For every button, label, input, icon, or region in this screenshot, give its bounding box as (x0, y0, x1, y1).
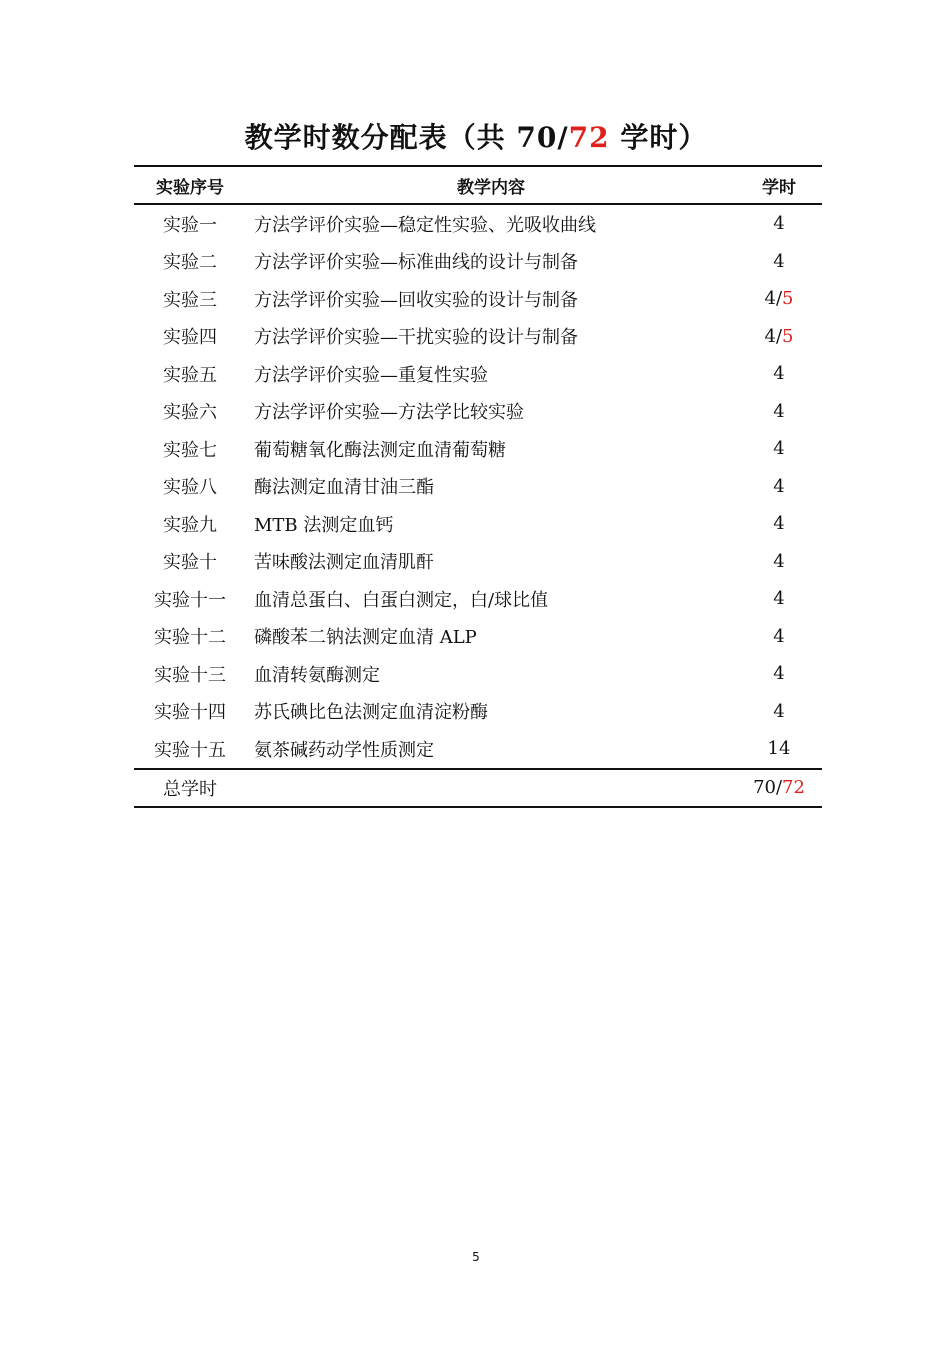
header-experiment-id: 实验序号 (134, 166, 246, 204)
hours-base: 4/ (764, 325, 783, 347)
experiment-content: 葡萄糖氧化酶法测定血清葡萄糖 (254, 439, 506, 461)
hours-base: 4 (773, 625, 785, 647)
experiment-hours (736, 243, 822, 281)
table-row (134, 618, 822, 656)
experiment-content: 方法学评价实验—方法学比较实验 (254, 402, 524, 424)
table-row (134, 543, 822, 581)
table-footer-row (134, 769, 822, 807)
experiment-content: 方法学评价实验—干扰实验的设计与制备 (254, 327, 578, 349)
table-row (134, 430, 822, 468)
experiment-hours (736, 618, 822, 656)
table-header-row (134, 166, 822, 204)
table-row (134, 318, 822, 356)
experiment-hours (736, 355, 822, 393)
experiment-id: 实验一 (163, 214, 217, 236)
title-suffix: 学时） (609, 121, 708, 154)
hours-base: 4 (773, 513, 785, 535)
experiment-id: 实验三 (163, 289, 217, 311)
table-row (134, 730, 822, 769)
experiment-hours (736, 730, 822, 769)
experiment-hours (736, 693, 822, 731)
header-content: 教学内容 (246, 166, 736, 204)
hours-base: 4 (773, 663, 785, 685)
experiment-content: 方法学评价实验—标准曲线的设计与制备 (254, 252, 578, 274)
table-row (134, 280, 822, 318)
experiment-id: 实验九 (163, 514, 217, 536)
table-row (134, 693, 822, 731)
experiment-id: 实验六 (163, 402, 217, 424)
title-highlight: 72 (568, 121, 610, 154)
hours-base: 4 (773, 213, 785, 235)
total-hours-base: 70/ (753, 777, 783, 798)
experiment-hours (736, 543, 822, 581)
hours-base: 4 (773, 438, 785, 460)
title-prefix: 教学时数分配表（共 70/ (244, 121, 569, 154)
total-content (246, 769, 736, 807)
hours-base: 4 (773, 550, 785, 572)
hours-base: 4 (773, 363, 785, 385)
experiment-content: 血清总蛋白、白蛋白测定，白/球比值 (254, 589, 549, 611)
table-row (134, 243, 822, 281)
table-row (134, 393, 822, 431)
experiment-content: 酶法测定血清甘油三酯 (254, 477, 434, 499)
table-row (134, 580, 822, 618)
table-row (134, 655, 822, 693)
experiment-content: 氨茶碱药动学性质测定 (254, 739, 434, 761)
table-row (134, 204, 822, 243)
experiment-id: 实验十二 (154, 627, 226, 649)
experiment-content: MTB 法测定血钙 (254, 514, 394, 536)
total-hours-extra: 72 (782, 777, 805, 798)
hours-base: 4 (773, 400, 785, 422)
experiment-hours (736, 280, 822, 318)
header-hours: 学时 (736, 166, 822, 204)
experiment-id: 实验四 (163, 327, 217, 349)
experiment-hours (736, 430, 822, 468)
experiment-content: 血清转氨酶测定 (254, 664, 380, 686)
experiment-id: 实验十 (163, 552, 217, 574)
experiment-content: 方法学评价实验—稳定性实验、光吸收曲线 (254, 214, 596, 236)
experiment-hours (736, 655, 822, 693)
total-hours (736, 769, 822, 807)
schedule-table (134, 165, 822, 808)
hours-base: 4/ (764, 288, 783, 310)
page-title (0, 118, 952, 158)
table-row (134, 355, 822, 393)
hours-base: 4 (773, 475, 785, 497)
hours-base: 4 (773, 250, 785, 272)
table-row (134, 505, 822, 543)
experiment-id: 实验十一 (154, 589, 226, 611)
hours-base: 14 (767, 738, 791, 760)
experiment-content: 苏氏碘比色法测定血清淀粉酶 (254, 702, 488, 724)
hours-extra: 5 (782, 288, 794, 310)
experiment-hours (736, 580, 822, 618)
experiment-hours (736, 468, 822, 506)
experiment-id: 实验十五 (154, 739, 226, 761)
hours-base: 4 (773, 588, 785, 610)
experiment-id: 实验八 (163, 477, 217, 499)
table-body (134, 204, 822, 769)
experiment-content: 方法学评价实验—重复性实验 (254, 364, 488, 386)
experiment-hours (736, 318, 822, 356)
experiment-hours (736, 505, 822, 543)
experiment-content: 苦味酸法测定血清肌酐 (254, 552, 434, 574)
experiment-id: 实验二 (163, 252, 217, 274)
experiment-content: 方法学评价实验—回收实验的设计与制备 (254, 289, 578, 311)
hours-base: 4 (773, 700, 785, 722)
total-label: 总学时 (134, 769, 246, 807)
experiment-id: 实验十三 (154, 664, 226, 686)
page-number: 5 (472, 1250, 480, 1264)
table-row (134, 468, 822, 506)
experiment-id: 实验五 (163, 364, 217, 386)
experiment-content: 磷酸苯二钠法测定血清 ALP (254, 627, 477, 649)
experiment-id: 实验十四 (154, 702, 226, 724)
experiment-hours (736, 393, 822, 431)
experiment-hours (736, 204, 822, 243)
hours-extra: 5 (782, 325, 794, 347)
experiment-id: 实验七 (163, 439, 217, 461)
